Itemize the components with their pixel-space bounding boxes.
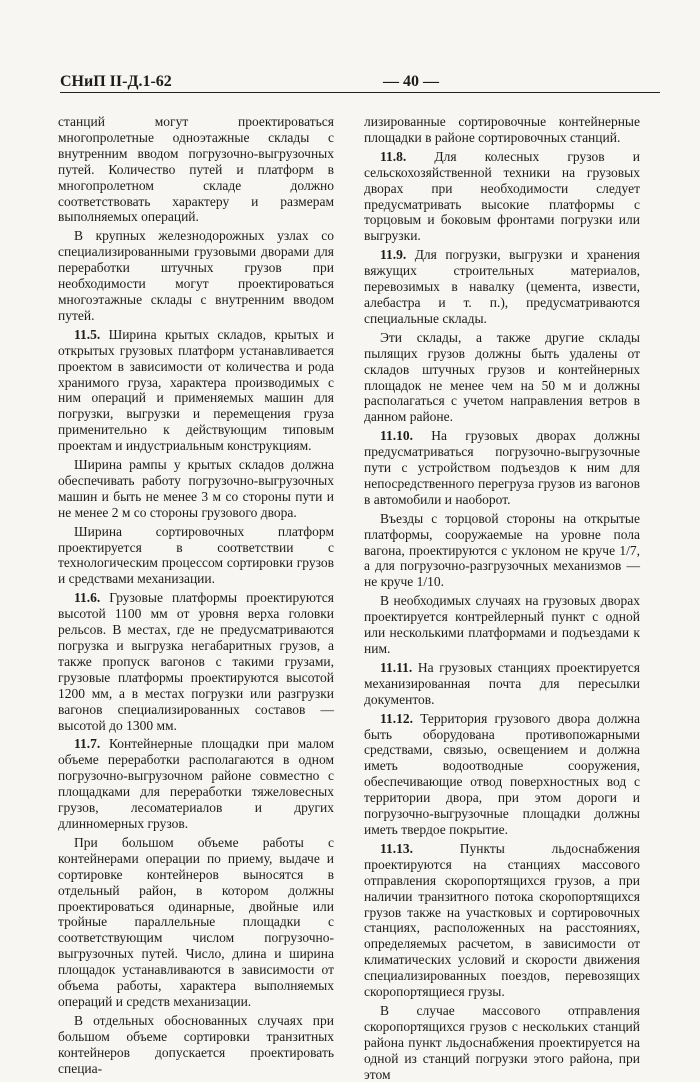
header-rule [60, 92, 660, 93]
paragraph-text: В необходимых случаях на грузовых дворах проектируется контрейлерный пункт с одной или несколькими платформами и подъездами к ним. [364, 593, 640, 656]
document-code: СНиП II-Д.1-62 [60, 73, 172, 90]
paragraph [58, 228, 334, 323]
paragraph [364, 711, 640, 838]
paragraph-text: лизированные сортировочные контейнерные площадки в районе сортировочных станций. [364, 114, 640, 145]
paragraph [364, 114, 640, 146]
clause-number: 11.9. [380, 247, 407, 263]
clause-number: 11.5. [74, 326, 101, 342]
paragraph [364, 511, 640, 591]
paragraph-text: Контейнерные площадки при малом объеме переработки располагаются в одном погрузочно-выгрузочном районе совместно с площадками для переработки тяжеловесных грузов, лесоматериалов и других длинномерных грузов. [58, 736, 335, 831]
paragraph [58, 835, 334, 1010]
paragraph [58, 114, 334, 225]
paragraph [364, 330, 640, 425]
paragraph-text: Ширина крытых складов, крытых и открытых грузовых платформ устанавливается проектом в зависимости от количества и рода хранимого груза, характера производимых с ним операций и применяемых машин для погрузки, выгрузки и перемещения груза применительно к действующим типовым проектам и индустриальным конструкциям. [58, 326, 334, 454]
paragraph [364, 593, 640, 657]
paragraph-text: На грузовых станциях проектируется механизированная почта для пересылки документов. [364, 659, 640, 707]
paragraph [364, 1003, 640, 1082]
clause-number: 11.11. [380, 659, 413, 675]
paragraph [364, 841, 640, 1000]
clause-number: 11.7. [74, 736, 101, 752]
clause-number: 11.10. [380, 428, 414, 444]
paragraph [364, 660, 640, 708]
paragraph-text: При большом объеме работы с контейнерами операции по приему, выдаче и сортировке контейнеров выносятся в отдельный район, в котором должны проектироваться одинарные, двойные или тройные параллельные площадки с соответствующим числом погрузочно-выгрузочных путей. Число, длина и ширина площадок устанавливаются в зависимости от объема работы, характера выполняемых операций и средств механизации. [58, 834, 334, 1009]
paragraph [364, 428, 640, 508]
paragraph [58, 327, 334, 454]
paragraph-text: Ширина рампы у крытых складов должна обеспечивать работу погрузочно-выгрузочных машин и быть не менее 3 м со стороны пути и не менее 2 м со стороны грузового двора. [58, 457, 334, 520]
clause-number: 11.8. [380, 148, 407, 164]
paragraph-text: Территория грузового двора должна быть оборудована противопожарными средствами, связью, освещением и должна иметь водоотводные сооружения, обеспечивающие отвод поверхностных вод с территории двора, при этом дороги и погрузочно-выгрузочные площадки должны иметь твердое покрытие. [364, 710, 640, 837]
paragraph-text: Грузовые платформы проектируются высотой 1100 мм от уровня верха головки рельсов. В местах, где не предусматриваются погрузка и выгрузка негабаритных грузов, а также пропуск вагонов с такими грузами, грузовые платформы проектируются высотой 1200 мм, а в местах погрузки или разгрузки вагонов специализированных составов — высотой до 1300 мм. [58, 590, 335, 733]
paragraph-text: В крупных железнодорожных узлах со специализированными грузовыми дворами для переработки штучных грузов при необходимости могут проектироваться многоэтажные склады с внутренним вводом путей. [58, 228, 334, 323]
paragraph [364, 149, 640, 244]
paragraph-text: Для погрузки, выгрузки и хранения вяжущих строительных материалов, перевозимых в навалку (цемента, извести, алебастра и т. п.), предусматриваются специальные склады. [364, 247, 640, 326]
paragraph-text: Въезды с торцовой стороны на открытые платформы, сооружаемые на уровне пола вагона, проектируются с уклоном не круче 1/7, а для погрузочно-разгрузочных механизмов — не круче 1/10. [364, 510, 640, 590]
paragraph [58, 1013, 334, 1077]
paragraph-text: Ширина сортировочных платформ проектируется в соответствии с технологическим процессом сортировки грузов и средствами механизации. [58, 523, 334, 587]
page-header [60, 73, 660, 95]
paragraph-text: В случае массового отправления скоропортящихся грузов с нескольких станций района пункт льдоснабжения проектируется на одной из станций погрузки этого района, при этом [364, 1002, 640, 1082]
paragraph [58, 736, 334, 831]
paragraph-text: станций могут проектироваться многопролетные одноэтажные склады с внутренним вводом погрузочно-выгрузочных путей. Количество путей и платформ в многопролетном складе должно соответствовать характеру и размерам выполняемых операций. [58, 114, 334, 225]
paragraph-text: Для колесных грузов и сельскохозяйственной техники на грузовых дворах при необходимости следует предусматривать высокие платформы с торцовым и боковым фронтами погрузки или выгрузки. [364, 148, 640, 244]
left-column [58, 114, 334, 1076]
clause-number: 11.12. [380, 710, 414, 726]
paragraph [58, 524, 334, 588]
right-column [364, 114, 640, 1082]
paragraph-text: Эти склады, а также другие склады пылящих грузов должны быть удалены от складов штучных грузов и контейнерных площадок не менее чем на 50 м и должны располагаться с учетом направления ветров в данном районе. [364, 329, 640, 425]
clause-number: 11.13. [380, 840, 414, 856]
paragraph-text: В отдельных обоснованных случаях при большом объеме сортировки транзитных контейнеров допускается проектировать специа- [58, 1012, 334, 1076]
paragraph [364, 247, 640, 327]
paragraph [58, 590, 334, 733]
page-number: — 40 — [383, 73, 439, 90]
paragraph-text: На грузовых дворах должны предусматриваться погрузочно-выгрузочные пути с устройством подъездов к ним для непосредственного перегруза грузов из вагонов в автомобили и наоборот. [364, 428, 640, 507]
clause-number: 11.6. [74, 590, 101, 606]
paragraph-text: Пункты льдоснабжения проектируются на станциях массового отправления скоропортящихся грузов, а при наличии транзитного потока скоропортящихся грузов также на участковых и сортировочных станциях, расположенных на расстояниях, определяемых расчетом, в зависимости от климатических условий и скорости движения специализированных поездов, перевозящих скоропортящиеся грузы. [364, 840, 641, 1000]
paragraph [58, 457, 334, 521]
